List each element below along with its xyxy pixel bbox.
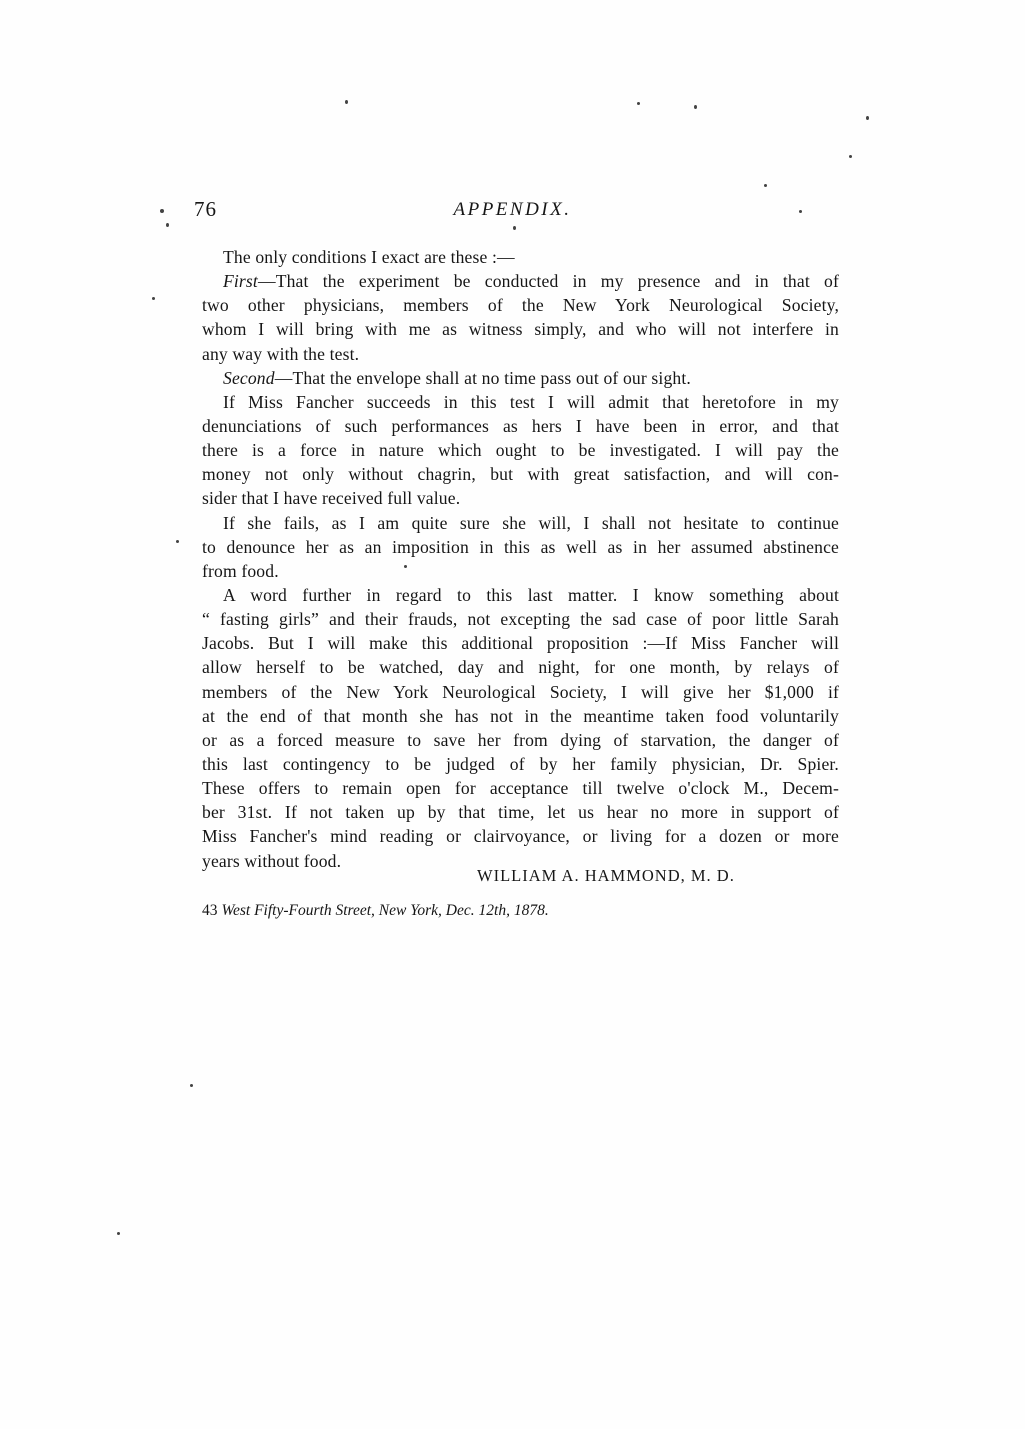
text-line: Miss Fancher's mind reading or clairvoyance, or living for a dozen or more xyxy=(202,826,839,847)
scan-speckle-dot xyxy=(637,102,640,105)
text-line: ber 31st. If not taken up by that time, let us hear no more in support of xyxy=(202,802,839,823)
scan-speckle-dot xyxy=(694,105,697,109)
text-line: money not only without chagrin, but with great satisfaction, and will con- xyxy=(202,464,839,485)
scan-speckle-dot xyxy=(866,116,869,120)
text-line: years without food. xyxy=(202,850,342,871)
scan-speckle-dot xyxy=(166,223,169,227)
text-line: The only conditions I exact are these :— xyxy=(223,247,515,267)
italic-lead-word: First xyxy=(223,271,258,292)
text-line: there is a force in nature which ought to be investigated. I will pay the xyxy=(202,440,839,461)
text-line: If she fails, as I am quite sure she will, I shall not hesitate to continue xyxy=(223,512,839,533)
text-line: from food. xyxy=(202,560,279,581)
signature-line: WILLIAM A. HAMMOND, M. D. xyxy=(477,866,735,885)
page-number: 76 xyxy=(194,197,217,221)
text-line: Jacobs. But I will make this additional proposition :—If Miss Fancher will xyxy=(202,633,839,654)
text-line: If Miss Fancher succeeds in this test I will admit that heretofore in my xyxy=(223,391,839,412)
dateline-street-number: 43 xyxy=(202,902,218,919)
text-line: or as a forced measure to save her from dying of starvation, the danger of xyxy=(202,729,839,750)
scan-speckle-dot xyxy=(160,209,164,213)
text-line: to denounce her as an imposition in this as well as in her assumed abstinence xyxy=(202,536,839,557)
running-header-title: APPENDIX. xyxy=(453,199,572,220)
body-text-block xyxy=(202,245,839,873)
scan-speckle-dot xyxy=(404,565,407,568)
text-line: allow herself to be watched, day and night, for one month, by relays of xyxy=(202,657,839,678)
scan-speckle-dot xyxy=(345,100,348,104)
text-line: Second—That the envelope shall at no time pass out of our sight. xyxy=(223,367,691,388)
italic-lead-word: Second xyxy=(223,367,275,388)
text-line: members of the New York Neurological Society, I will give her $1,000 if xyxy=(202,681,839,702)
text-line: denunciations of such performances as hers I have been in error, and that xyxy=(202,415,839,436)
scan-speckle-dot xyxy=(117,1232,120,1235)
scan-speckle-dot xyxy=(190,1084,193,1087)
text-line: two other physicians, members of the New York Neurological Society, xyxy=(202,295,839,316)
scan-speckle-dot xyxy=(849,155,852,158)
text-line: sider that I have received full value. xyxy=(202,488,461,509)
scan-speckle-dot xyxy=(152,297,155,300)
scan-speckle-dot xyxy=(764,184,767,187)
text-line: this last contingency to be judged of by her family physician, Dr. Spier. xyxy=(202,753,839,774)
text-line: These offers to remain open for acceptance till twelve o'clock M., Decem- xyxy=(202,778,839,799)
scan-speckle-dot xyxy=(799,210,802,213)
dateline-text: West Fifty-Fourth Street, New York, Dec. 12th, 1878. xyxy=(221,902,549,919)
scan-speckle-dot xyxy=(513,226,516,230)
scan-speckle-dot xyxy=(176,540,179,543)
text-line: A word further in regard to this last matter. I know something about xyxy=(223,584,839,605)
text-line: any way with the test. xyxy=(202,343,360,364)
text-line: whom I will bring with me as witness simply, and who will not interfere in xyxy=(202,319,839,340)
text-line: “ fasting girls” and their frauds, not excepting the sad case of poor little Sarah xyxy=(202,609,839,630)
text-line: First—That the experiment be conducted in my presence and in that of xyxy=(223,271,839,292)
text-line: at the end of that month she has not in the meantime taken food voluntarily xyxy=(202,705,839,726)
dateline xyxy=(202,902,549,920)
